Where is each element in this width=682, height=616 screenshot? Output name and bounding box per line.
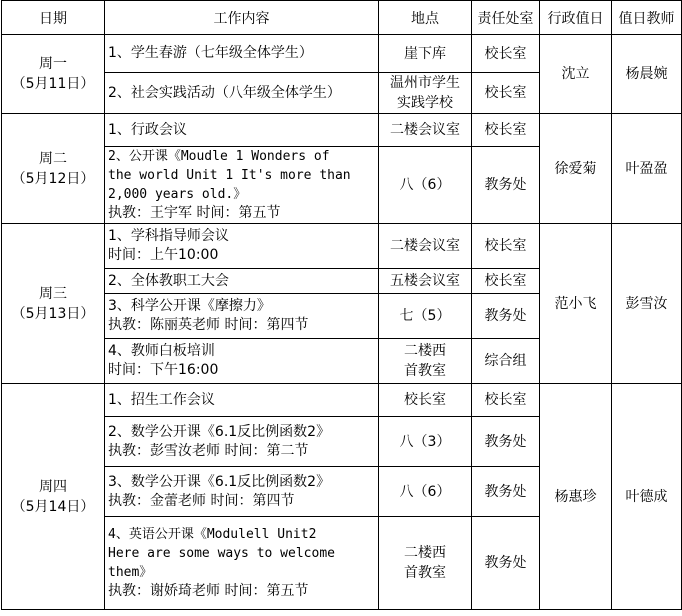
work-item — [105, 339, 379, 384]
place-cell: 八（6） — [379, 147, 472, 224]
place-cell: 校长室 — [379, 384, 472, 417]
work-item — [105, 294, 379, 339]
day-name: 周三 — [39, 285, 67, 302]
work-item — [105, 73, 379, 114]
header-place: 地点 — [379, 1, 472, 35]
admin-duty-cell: 杨惠珍 — [540, 384, 612, 610]
place-cell: 温州市学生实践学校 — [379, 73, 472, 114]
work-line: 2,000 years old.》 — [108, 187, 247, 202]
day-date: （5月13日） — [11, 305, 95, 322]
teacher-duty-cell: 叶盈盈 — [612, 114, 682, 224]
work-item — [105, 224, 379, 269]
day-date: （5月12日） — [11, 170, 95, 187]
header-dept: 责任处室 — [472, 1, 540, 35]
table-row — [2, 35, 682, 73]
work-line: 3、数学公开课《6.1反比例函数2》 — [108, 473, 331, 490]
admin-duty-cell: 徐爱菊 — [540, 114, 612, 224]
place-cell: 八（3） — [379, 417, 472, 467]
header-admin: 行政值日 — [540, 1, 612, 35]
dept-cell: 校长室 — [472, 384, 540, 417]
work-item — [105, 35, 379, 73]
day-name: 周一 — [39, 56, 67, 72]
dept-cell: 教务处 — [472, 417, 540, 467]
work-line: 2、数学公开课《6.1反比例函数2》 — [108, 423, 331, 440]
table-row — [2, 384, 682, 417]
dept-cell: 教务处 — [472, 517, 540, 610]
work-item — [105, 467, 379, 517]
work-line: 执教：谢娇琦老师 时间：第五节 — [108, 583, 309, 599]
work-item — [105, 114, 379, 147]
dept-cell: 教务处 — [472, 467, 540, 517]
work-item — [105, 517, 379, 610]
work-item — [105, 384, 379, 417]
place-cell: 二楼会议室 — [379, 114, 472, 147]
work-line: Here are some ways to welcome — [108, 546, 335, 561]
day-cell — [2, 35, 105, 114]
work-line: 1、学生春游（七年级全体学生） — [108, 45, 313, 61]
work-item — [105, 417, 379, 467]
header-row — [2, 1, 682, 35]
dept-cell: 校长室 — [472, 269, 540, 294]
work-line: 1、招生工作会议 — [108, 391, 215, 408]
day-date: （5月11日） — [11, 76, 95, 92]
work-line: 2、全体教职工大会 — [108, 272, 229, 289]
work-line: 3、科学公开课《摩擦力》 — [108, 298, 271, 314]
work-line: 4、教师白板培训 — [108, 343, 215, 359]
dept-cell: 综合组 — [472, 339, 540, 384]
work-line: 执教：金蕾老师 时间：第四节 — [108, 492, 295, 509]
day-date: （5月14日） — [11, 498, 95, 515]
work-line: 1、学科指导师会议 — [108, 228, 229, 244]
work-item — [105, 269, 379, 294]
header-teacher: 值日教师 — [612, 1, 682, 35]
work-line: 4、英语公开课《Modulell Unit2 — [108, 527, 317, 542]
work-line: 执教：王宇军 时间：第五节 — [108, 205, 281, 221]
teacher-duty-cell: 彭雪汝 — [612, 224, 682, 384]
day-cell — [2, 114, 105, 224]
admin-duty-cell: 沈立 — [540, 35, 612, 114]
place-cell: 八（6） — [379, 467, 472, 517]
place-cell: 二楼西首教室 — [379, 517, 472, 610]
schedule-table — [1, 0, 682, 610]
dept-cell: 校长室 — [472, 224, 540, 269]
dept-cell: 教务处 — [472, 147, 540, 224]
work-item — [105, 147, 379, 224]
work-line: 2、社会实践活动（八年级全体学生） — [108, 84, 341, 101]
work-line: 1、行政会议 — [108, 121, 187, 138]
table-row — [2, 114, 682, 147]
day-cell — [2, 224, 105, 384]
place-cell: 五楼会议室 — [379, 269, 472, 294]
place-cell: 二楼西首教室 — [379, 339, 472, 384]
place-cell: 二楼会议室 — [379, 224, 472, 269]
header-date: 日期 — [2, 1, 105, 35]
table-row — [2, 224, 682, 269]
work-line: 时间：下午16:00 — [108, 362, 219, 378]
place-cell: 七（5） — [379, 294, 472, 339]
day-cell — [2, 384, 105, 610]
admin-duty-cell: 范小飞 — [540, 224, 612, 384]
day-name: 周四 — [39, 478, 67, 495]
dept-cell: 校长室 — [472, 114, 540, 147]
teacher-duty-cell: 叶德成 — [612, 384, 682, 610]
work-line: 2、公开课《Moudle 1 Wonders of — [108, 149, 330, 164]
place-cell: 崖下库 — [379, 35, 472, 73]
work-line: 执教：陈丽英老师 时间：第四节 — [108, 317, 309, 333]
teacher-duty-cell: 杨晨婉 — [612, 35, 682, 114]
dept-cell: 教务处 — [472, 294, 540, 339]
work-line: 时间：上午10:00 — [108, 247, 219, 263]
work-line: 执教：彭雪汝老师 时间：第二节 — [108, 442, 309, 459]
work-line: the world Unit 1 It's more than — [108, 168, 351, 183]
work-line: them》 — [108, 565, 153, 580]
dept-cell: 校长室 — [472, 35, 540, 73]
dept-cell: 校长室 — [472, 73, 540, 114]
header-content: 工作内容 — [105, 1, 379, 35]
day-name: 周二 — [39, 150, 67, 167]
